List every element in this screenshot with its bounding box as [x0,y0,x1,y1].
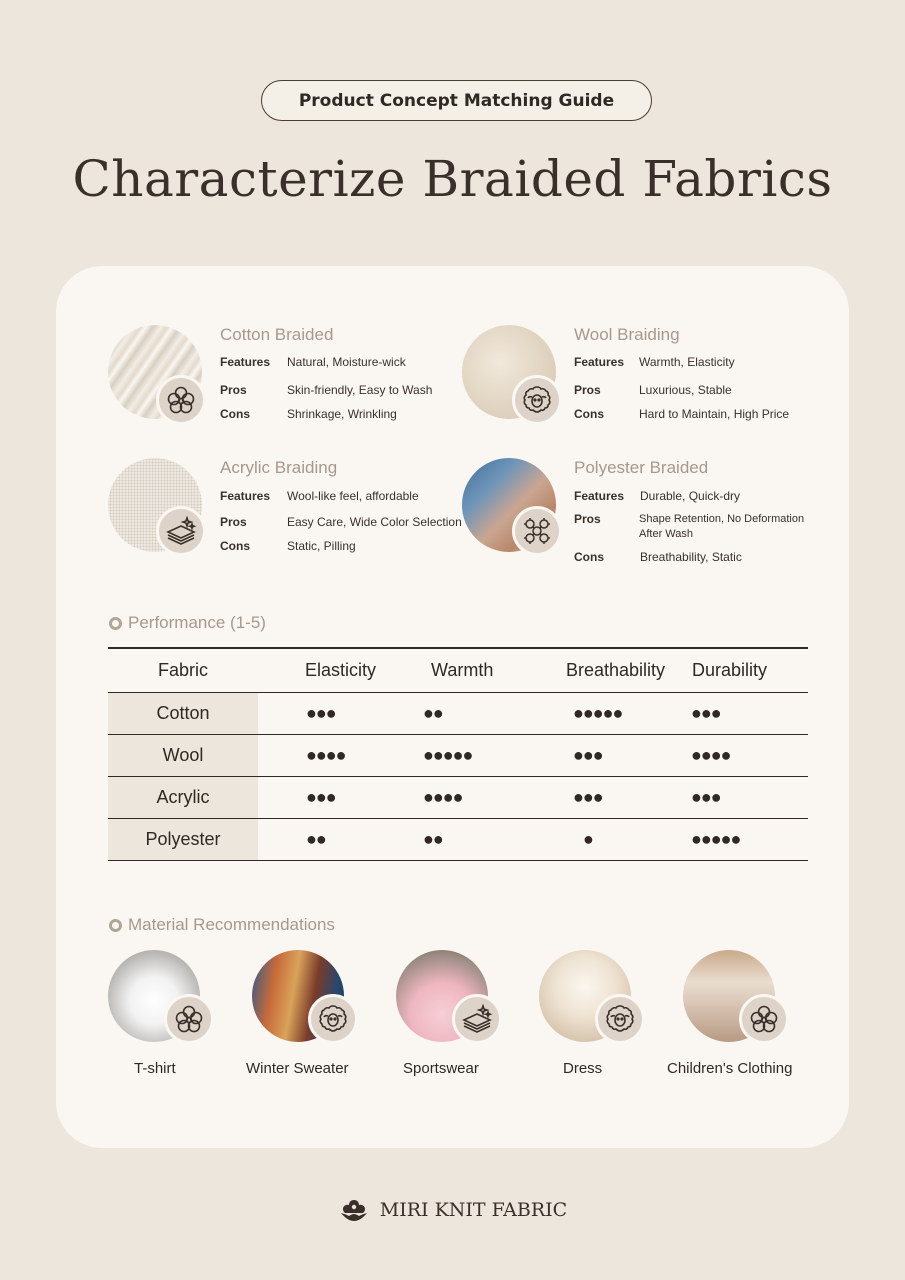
cons-value: Shrinkage, Wrinkling [287,407,397,421]
rating-dots: ●● [423,692,543,734]
fabric-card-cotton [108,325,468,445]
cotton-flower-icon [156,375,206,425]
table-row [108,818,808,860]
molecule-mesh-icon [512,506,562,556]
sheep-icon [595,994,645,1044]
table-row [108,692,808,734]
cons-value: Hard to Maintain, High Price [639,407,790,421]
fabric-name: Polyester Braided [574,458,709,477]
fabric-name: Acrylic Braiding [220,458,338,477]
pros-label: Pros [220,383,247,397]
features-label: Features [220,355,271,369]
cons-label: Cons [220,407,250,421]
rating-dots: ●●●● [688,734,808,776]
fabric-card-wool [462,325,822,445]
rating-dots: ●●●●● [543,692,688,734]
ring-bullet-icon [109,919,122,932]
rating-dots: ●●●●● [688,818,808,860]
pros-value: Shape Retention, No Deformation After Wash [639,513,805,540]
features-label: Features [574,489,625,503]
rec-item-tshirt [108,950,238,1090]
sheep-icon [512,375,562,425]
sheep-icon [308,994,358,1044]
features-value: Warmth, Elasticity [639,355,735,369]
rec-label: Sportswear [403,1060,479,1077]
fabric-cell: Cotton [108,692,258,734]
pros-label: Pros [574,383,601,397]
pros-label: Pros [220,515,247,529]
col-header-durability: Durability [688,648,808,692]
rec-label: Winter Sweater [246,1060,349,1077]
ring-bullet-icon [109,617,122,630]
cons-value: Breathability, Static [640,550,742,564]
cotton-boll-logo-icon [338,1196,370,1224]
cons-label: Cons [220,539,250,553]
cons-value: Static, Pilling [287,539,356,553]
fabric-card-polyester [462,458,822,578]
rating-dots: ●●● [688,692,808,734]
table-row [108,734,808,776]
pros-value: Luxurious, Stable [639,383,732,397]
rec-item-childrens-clothing [667,950,813,1090]
rating-dots: ●●● [543,734,688,776]
rec-item-winter-sweater [246,950,382,1090]
pros-label: Pros [574,512,601,526]
col-header-breathability: Breathability [543,648,688,692]
fabric-name: Cotton Braided [220,325,334,344]
fabric-cell: Polyester [108,818,258,860]
fabric-sparkle-icon [452,994,502,1044]
rec-label: Children's Clothing [667,1060,793,1077]
brand-name: MIRI KNIT FABRIC [379,1199,568,1221]
rating-dots: ●●● [258,692,423,734]
cotton-flower-icon [739,994,789,1044]
page-title: Characterize Braided Fabrics [72,150,833,208]
performance-title: Performance (1-5) [128,613,266,632]
footer-brand [0,1195,905,1225]
pros-value: Easy Care, Wide Color Selection [287,515,462,529]
performance-heading [109,613,266,633]
rating-dots: ●● [423,818,543,860]
fabric-card-acrylic [108,458,468,578]
fabric-sparkle-icon [156,506,206,556]
cons-label: Cons [574,550,604,564]
rating-dots: ●●● [258,776,423,818]
col-header-fabric: Fabric [108,648,258,692]
rating-dots: ●●●● [258,734,423,776]
fabric-name: Wool Braiding [574,325,680,344]
rating-dots: ●●●●● [423,734,543,776]
rec-item-dress [539,950,669,1090]
col-header-elasticity: Elasticity [258,648,423,692]
rating-dots: ●● [258,818,423,860]
guide-pill: Product Concept Matching Guide [261,80,652,121]
fabric-cell: Acrylic [108,776,258,818]
features-value: Durable, Quick-dry [640,489,741,503]
features-value: Wool-like feel, affordable [287,489,419,503]
rating-dots: ● [543,818,688,860]
table-row [108,776,808,818]
recommendations-heading [109,915,335,935]
rating-dots: ●●● [543,776,688,818]
table-header-row [108,648,808,692]
rating-dots: ●●●● [423,776,543,818]
rec-label: T-shirt [134,1060,176,1077]
recommendations-list [108,950,808,1090]
rec-label: Dress [563,1060,603,1077]
cons-label: Cons [574,407,604,421]
features-value: Natural, Moisture-wick [287,355,406,369]
features-label: Features [220,489,271,503]
cotton-flower-icon [164,994,214,1044]
rec-item-sportswear [396,950,526,1090]
rating-dots: ●●● [688,776,808,818]
fabric-cell: Wool [108,734,258,776]
pros-value: Skin-friendly, Easy to Wash [287,383,433,397]
recommendations-title: Material Recommendations [128,915,335,934]
performance-table [108,647,808,861]
features-label: Features [574,355,625,369]
col-header-warmth: Warmth [423,648,543,692]
